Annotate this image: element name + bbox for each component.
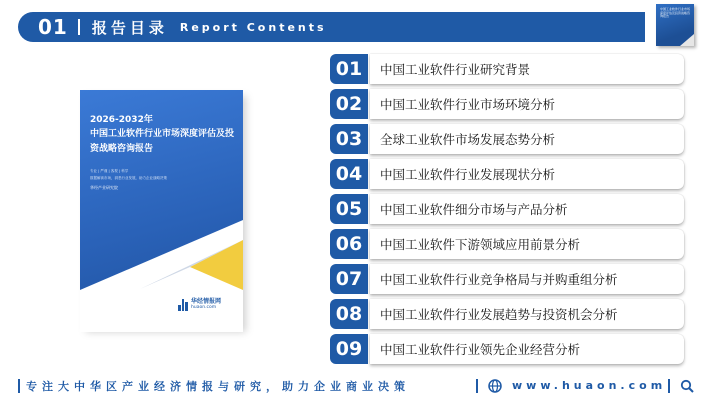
toc-item-label: 全球工业软件市场发展态势分析 <box>380 132 556 147</box>
toc-item[interactable] <box>330 334 684 364</box>
toc-item-label: 中国工业软件下游领域应用前景分析 <box>380 237 581 252</box>
toc-item-number: 03 <box>330 124 368 154</box>
cover-organization: 华经产业研究院 <box>90 185 118 190</box>
section-title-cn: 报告目录 <box>91 18 168 37</box>
logo-bars-icon <box>178 299 188 311</box>
cover-title: 中国工业软件行业市场深度评估及投资战略咨询报告 <box>90 129 235 154</box>
cover-year: 2026-2032年 <box>90 115 153 125</box>
toc-item-number: 05 <box>330 194 368 224</box>
footer-url[interactable]: www.huaon.com <box>512 379 667 392</box>
toc-item[interactable] <box>330 299 684 329</box>
toc-item[interactable] <box>330 229 684 259</box>
toc-item-number: 04 <box>330 159 368 189</box>
toc-item[interactable] <box>330 89 684 119</box>
report-thumbnail-title: 中国工业软件行业市场深度评估及投资战略咨询报告 <box>660 7 691 19</box>
report-thumbnail <box>656 4 694 46</box>
cover-tags: 专业 | 严谨 | 客观 | 科学 <box>90 169 129 173</box>
toc-item-label: 中国工业软件行业发展现状分析 <box>380 167 556 182</box>
toc-item-number: 08 <box>330 299 368 329</box>
toc-item[interactable] <box>330 264 684 294</box>
search-icon[interactable] <box>680 379 694 393</box>
footer-divider <box>476 379 478 393</box>
toc-item-label: 中国工业软件行业竞争格局与并购重组分析 <box>380 272 618 287</box>
toc-item-number: 01 <box>330 54 368 84</box>
toc-item-number: 07 <box>330 264 368 294</box>
toc-item-label: 中国工业软件行业发展趋势与投资机会分析 <box>380 307 618 322</box>
toc-item-label: 中国工业软件行业领先企业经营分析 <box>380 342 581 357</box>
section-number: 01 <box>38 15 68 39</box>
toc-item-label: 中国工业软件细分市场与产品分析 <box>380 202 568 217</box>
toc-item-number: 06 <box>330 229 368 259</box>
footer-divider <box>668 379 670 393</box>
toc-item[interactable] <box>330 124 684 154</box>
header-divider <box>78 19 80 35</box>
cover-description: 数据解读市场，洞悉行业发展，助力企业战略决策 <box>90 176 167 180</box>
toc-item-label: 中国工业软件行业研究背景 <box>380 62 531 77</box>
toc-item[interactable] <box>330 159 684 189</box>
toc-item-number: 02 <box>330 89 368 119</box>
toc-item[interactable] <box>330 54 684 84</box>
logo-url: huaon.com <box>191 305 217 310</box>
footer-divider <box>18 379 20 393</box>
section-title-en: Report Contents <box>179 20 327 34</box>
footer-slogan: 专注大中华区产业经济情报与研究，助力企业商业决策 <box>26 380 410 393</box>
report-cover <box>80 90 243 332</box>
section-header <box>18 12 645 42</box>
cover-logo <box>178 298 221 311</box>
report-thumbnail-corner <box>680 34 694 46</box>
logo-name: 华经情报网 <box>191 298 222 305</box>
toc-item-number: 09 <box>330 334 368 364</box>
toc-item[interactable] <box>330 194 684 224</box>
globe-icon <box>488 379 502 393</box>
toc-item-label: 中国工业软件行业市场环境分析 <box>380 97 556 112</box>
footer <box>0 377 705 397</box>
